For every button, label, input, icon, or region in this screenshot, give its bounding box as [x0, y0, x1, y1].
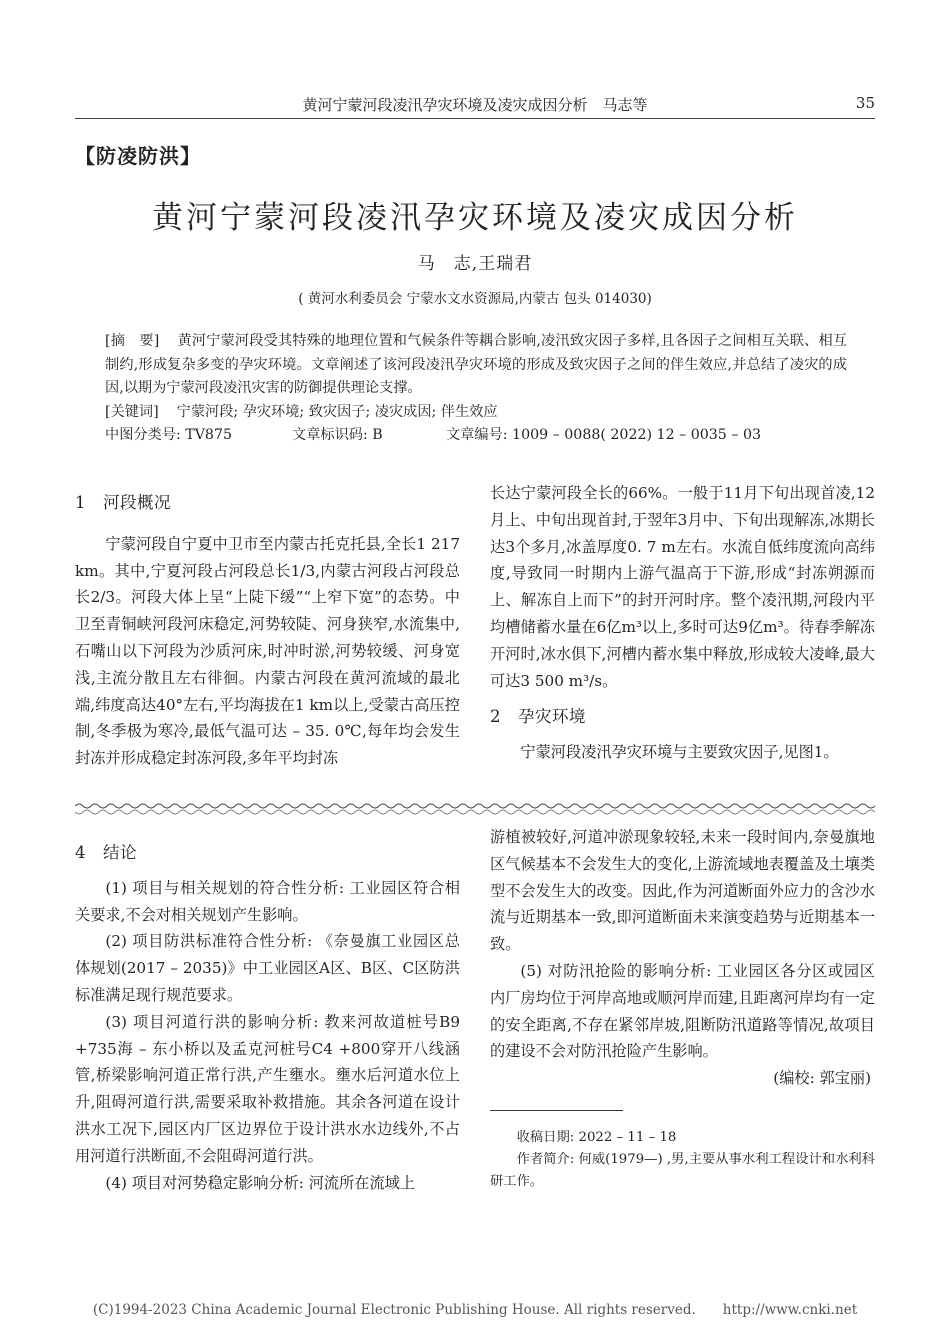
left-column-section-1	[75, 490, 460, 772]
article-number: 文章编号: 1009 – 0088( 2022) 12 – 0035 – 03	[446, 427, 762, 443]
right-column-upper	[490, 480, 875, 766]
right-column-lower	[490, 824, 875, 1092]
footnote-rule	[490, 1110, 623, 1111]
abstract-label: [摘 要]	[105, 333, 160, 349]
footnote	[490, 1127, 875, 1193]
conclusion-item-4-continued: 游植被较好,河道冲淤现象较轻,未来一段时间内,奈曼旗地区气候基本不会发生大的变化,上游流域地表覆盖及土壤类型不会发生大的改变。因此,作为河道断面外应力的含沙水流与近期基本一致,即河道断面未来演变趋势与近期基本一致。	[490, 828, 875, 954]
received-date: 收稿日期: 2022 – 11 – 18	[516, 1130, 677, 1145]
clc-number: 中图分类号: TV875	[105, 427, 233, 443]
keywords-label: [关键词]	[105, 403, 159, 420]
left-column-section-4	[75, 840, 460, 1196]
doc-code: 文章标识码: B	[292, 427, 383, 443]
section-2-paragraph: 宁蒙河段凌汛孕灾环境与主要致灾因子,见图1。	[520, 743, 839, 762]
section-tag: 【防凌防洪】	[75, 144, 201, 168]
page-number: 35	[855, 94, 875, 112]
keywords	[105, 401, 847, 425]
author-intro: 作者简介: 何威(1979—) ,男,主要从事水利工程设计和水利科研工作。	[490, 1152, 875, 1189]
conclusion-item-3: (3) 项目河道行洪的影响分析: 教来河故道桩号B9 +735海 – 东小桥以及孟克河桩号C4 +800穿开八线涵管,桥梁影响河道正常行洪,产生壅水。壅水后河道水位上升,阻碍河道行洪,需要采取补救措施。其余各河道在设计洪水工况下,园区内厂区边界位于设计洪水水边线外,不占用河道行洪断面,不会阻碍河道行洪。	[75, 1012, 460, 1165]
conclusion-item-5: (5) 对防汛抢险的影响分析: 工业园区各分区或园区内厂房均位于河岸高地或顺河岸而建,且距离河岸均有一定的安全距离,不存在紧邻岸坡,阻断防汛道路等情况,故项目的建设不会对防汛抢险产生影响。	[490, 961, 875, 1061]
abstract-text: 黄河宁蒙河段受其特殊的地理位置和气候条件等耦合影响,凌汛致灾因子多样,且各因子之间相互关联、相互制约,形成复杂多变的孕灾环境。文章阐述了该河段凌汛孕灾环境的形成及致灾因子之间的伴生效应,并总结了凌灾的成因,以期为宁蒙河段凌汛灾害的防御提供理论支撑。	[105, 333, 847, 396]
abstract-block	[105, 330, 847, 448]
running-header	[75, 92, 875, 119]
classification-row	[105, 424, 847, 448]
author-affiliation: ( 黄河水利委员会 宁蒙水文水资源局,内蒙古 包头 014030)	[298, 291, 652, 307]
section-1-paragraph-continued: 长达宁蒙河段全长的66%。一般于11月下旬出现首凌,12月上、中旬出现首封,于翌年3月中、下旬出现解冻,冰期长达3个多月,冰盖厚度0. 7 m左右。水流自低纬度流向高纬度,导致同一时期内上游气温高于下游,形成“封冻朔源而上、解冻自上而下”的封开河时序。整个凌汛期,河段内平均槽储蓄水量在6亿m³以上,多时可达9亿m³。待春季解冻开河时,冰水俱下,河槽内蓄水集中释放,形成较大凌峰,最大可达3 500 m³/s。	[490, 484, 875, 690]
conclusion-item-2: (2) 项目防洪标准符合性分析: 《奈曼旗工业园区总体规划(2017 – 2035)》中工业园区A区、B区、C区防洪标准满足现行规范要求。	[75, 932, 460, 1004]
abstract	[105, 330, 847, 401]
section-heading-4: 4 结论	[75, 843, 137, 862]
section-heading-1: 1 河段概况	[75, 493, 171, 512]
conclusion-item-4: (4) 项目对河势稳定影响分析: 河流所在流域上	[105, 1173, 416, 1192]
article-authors: 马 志,王瑞君	[417, 254, 533, 274]
copyright-line: (C)1994-2023 China Academic Journal Electronic Publishing House. All rights reserved. http://www.cnki.net	[92, 1302, 858, 1318]
keywords-text: 宁蒙河段; 孕灾环境; 致灾因子; 凌灾成因; 伴生效应	[176, 403, 498, 420]
conclusion-item-1: (1) 项目与相关规划的符合性分析: 工业园区符合相关要求,不会对相关规划产生影响。	[75, 878, 460, 924]
wavy-separator	[75, 800, 875, 818]
section-1-paragraph: 宁蒙河段自宁夏中卫市至内蒙古托克托县,全长1 217 km。其中,宁夏河段占河段总长1/3,内蒙古河段占河段总长2/3。河段大体上呈“上陡下缓”“上窄下宽”的态势。中卫至青铜峡河段河床稳定,河势较陡、河身狭窄,水流集中,石嘴山以下河段为沙质河床,时冲时淤,河势较缓、河身宽浅,主流分散且左右徘徊。内蒙古河段在黄河流域的最北端,纬度高达40°左右,平均海拔在1 km以上,受蒙古高压控制,冬季极为寒冷,最低气温可达 – 35. 0℃,每年均会发生封冻并形成稳定封冻河段,多年平均封冻	[75, 534, 460, 768]
running-title: 黄河宁蒙河段凌汛孕灾环境及凌灾成因分析 马志等	[302, 96, 648, 114]
section-heading-2: 2 孕灾环境	[490, 707, 586, 727]
editor-credit: (编校: 郭宝丽)	[773, 1069, 871, 1088]
article-title: 黄河宁蒙河段凌汛孕灾环境及凌灾成因分析	[152, 200, 798, 236]
